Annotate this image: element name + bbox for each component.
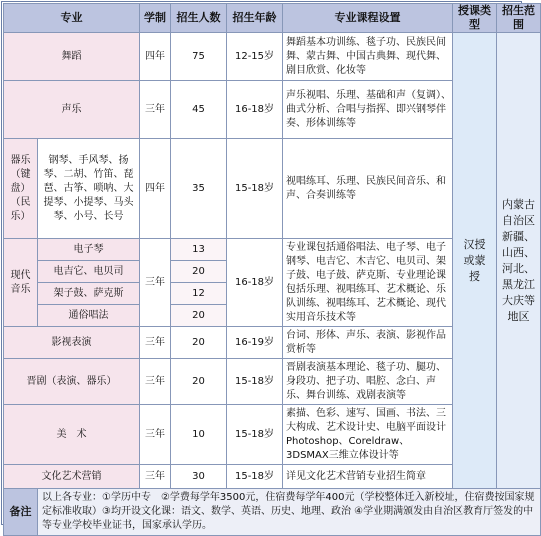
courses-jinju: 晋剧表演基本理论、毯子功、腿功、身段功、把子功、唱腔、念白、声乐、舞台训练、戏剧表演等 [283,359,453,405]
region-text: 内蒙古自治区新疆、山西、河北、黑龙江大庆等地区 [502,197,535,323]
sub-modern-2: 电吉它、电贝司 [38,261,140,283]
years-jinju: 三年 [140,359,171,405]
courses-instrument: 视唱练耳、乐理、民族民间音乐、和声、合奏训练等 [283,139,453,239]
courses-vocal: 声乐视唱、乐理、基础和声（复调）、曲式分析、合唱与指挥、即兴钢琴伴奏、形体训练等 [283,81,453,139]
enroll-jinju: 20 [171,359,227,405]
region-cell [497,33,541,489]
major-instrument-label: 器乐（键盘）（民乐） [10,154,31,222]
sub-modern-1: 电子琴 [38,239,140,261]
age-vocal: 16-18岁 [227,81,283,139]
header-courses: 专业课程设置 [283,4,453,33]
major-modern [4,239,38,327]
enroll-instrument: 35 [171,139,227,239]
courses-dance: 舞蹈基本功训练、毯子功、民族民间舞、蒙古舞、中国古典舞、现代舞、剧目欣赏、化妆等 [283,33,453,81]
major-film: 影视表演 [4,327,140,359]
courses-film: 台词、形体、声乐、表演、影视作品赏析等 [283,327,453,359]
enroll-vocal: 45 [171,81,227,139]
age-instrument: 15-18岁 [227,139,283,239]
age-jinju: 15-18岁 [227,359,283,405]
major-instrument [4,139,38,239]
major-vocal: 声乐 [4,81,140,139]
major-marketing: 文化艺术营销 [4,465,140,489]
header-age: 招生年龄 [227,4,283,33]
age-marketing: 15-18岁 [227,465,283,489]
years-film: 三年 [140,327,171,359]
major-jinju: 晋剧（表演、器乐） [4,359,140,405]
major-dance: 舞蹈 [4,33,140,81]
years-marketing: 三年 [140,465,171,489]
header-teach-type: 授课类型 [453,4,497,33]
major-art: 美 术 [4,405,140,465]
enroll-art: 10 [171,405,227,465]
table-row-note [4,489,541,536]
header-major: 专业 [4,4,140,33]
enroll-marketing: 30 [171,465,227,489]
major-modern-label: 现代音乐 [10,269,31,295]
years-modern: 三年 [140,239,171,327]
age-film: 16-19岁 [227,327,283,359]
header-region: 招生范围 [497,4,541,33]
header-enroll: 招生人数 [171,4,227,33]
enroll-modern-1: 13 [171,239,227,261]
teach-type-cell [453,33,497,489]
years-art: 三年 [140,405,171,465]
note-text: 以上各专业：①学历中专 ②学费每学年3500元，住宿费每学年400元（学校整体迁入新校址，住宿费按国家规定标准收取）③均开设文化课：语文、数学、英语、历史、地理、政治 ④学业期满颁发由自治区教育厅签发的中等专业学校毕业证书，国家承认学历。 [38,489,541,536]
courses-modern: 专业课包括通俗唱法、电子琴、电子钢琴、电吉它、木吉它、电贝司、架子鼓、电子鼓、萨克斯、专业理论课包括乐理、视唱练耳、艺术概论、乐队训练、视唱练耳、艺术概论、现代实用音乐技术等 [283,239,453,327]
age-dance: 12-15岁 [227,33,283,81]
table-row-dance [4,33,541,81]
enrollment-table-frame [1,1,535,531]
enrollment-table [3,3,541,536]
age-modern: 16-18岁 [227,239,283,327]
enroll-dance: 75 [171,33,227,81]
note-label: 备注 [4,489,38,536]
courses-art: 素描、色彩、速写、国画、书法、三大构成、艺术设计史、电脑平面设计Photoshop、Coreldraw、3DSMAX三维立体设计等 [283,405,453,465]
sub-modern-4: 通俗唱法 [38,305,140,327]
enroll-modern-3: 12 [171,283,227,305]
sub-modern-3: 架子鼓、萨克斯 [38,283,140,305]
header-years: 学制 [140,4,171,33]
sub-instrument: 钢琴、手风琴、扬琴、二胡、竹笛、琵琶、古筝、唢呐、大提琴、小提琴、马头琴、小号、长号 [38,139,140,239]
years-instrument: 四年 [140,139,171,239]
years-dance: 四年 [140,33,171,81]
years-vocal: 三年 [140,81,171,139]
enroll-modern-4: 20 [171,305,227,327]
age-art: 15-18岁 [227,405,283,465]
enroll-modern-2: 20 [171,261,227,283]
courses-marketing: 详见文化艺术营销专业招生简章 [283,465,453,489]
teach-type-text: 汉授或蒙授 [463,237,486,283]
enroll-film: 20 [171,327,227,359]
header-row [4,4,541,33]
